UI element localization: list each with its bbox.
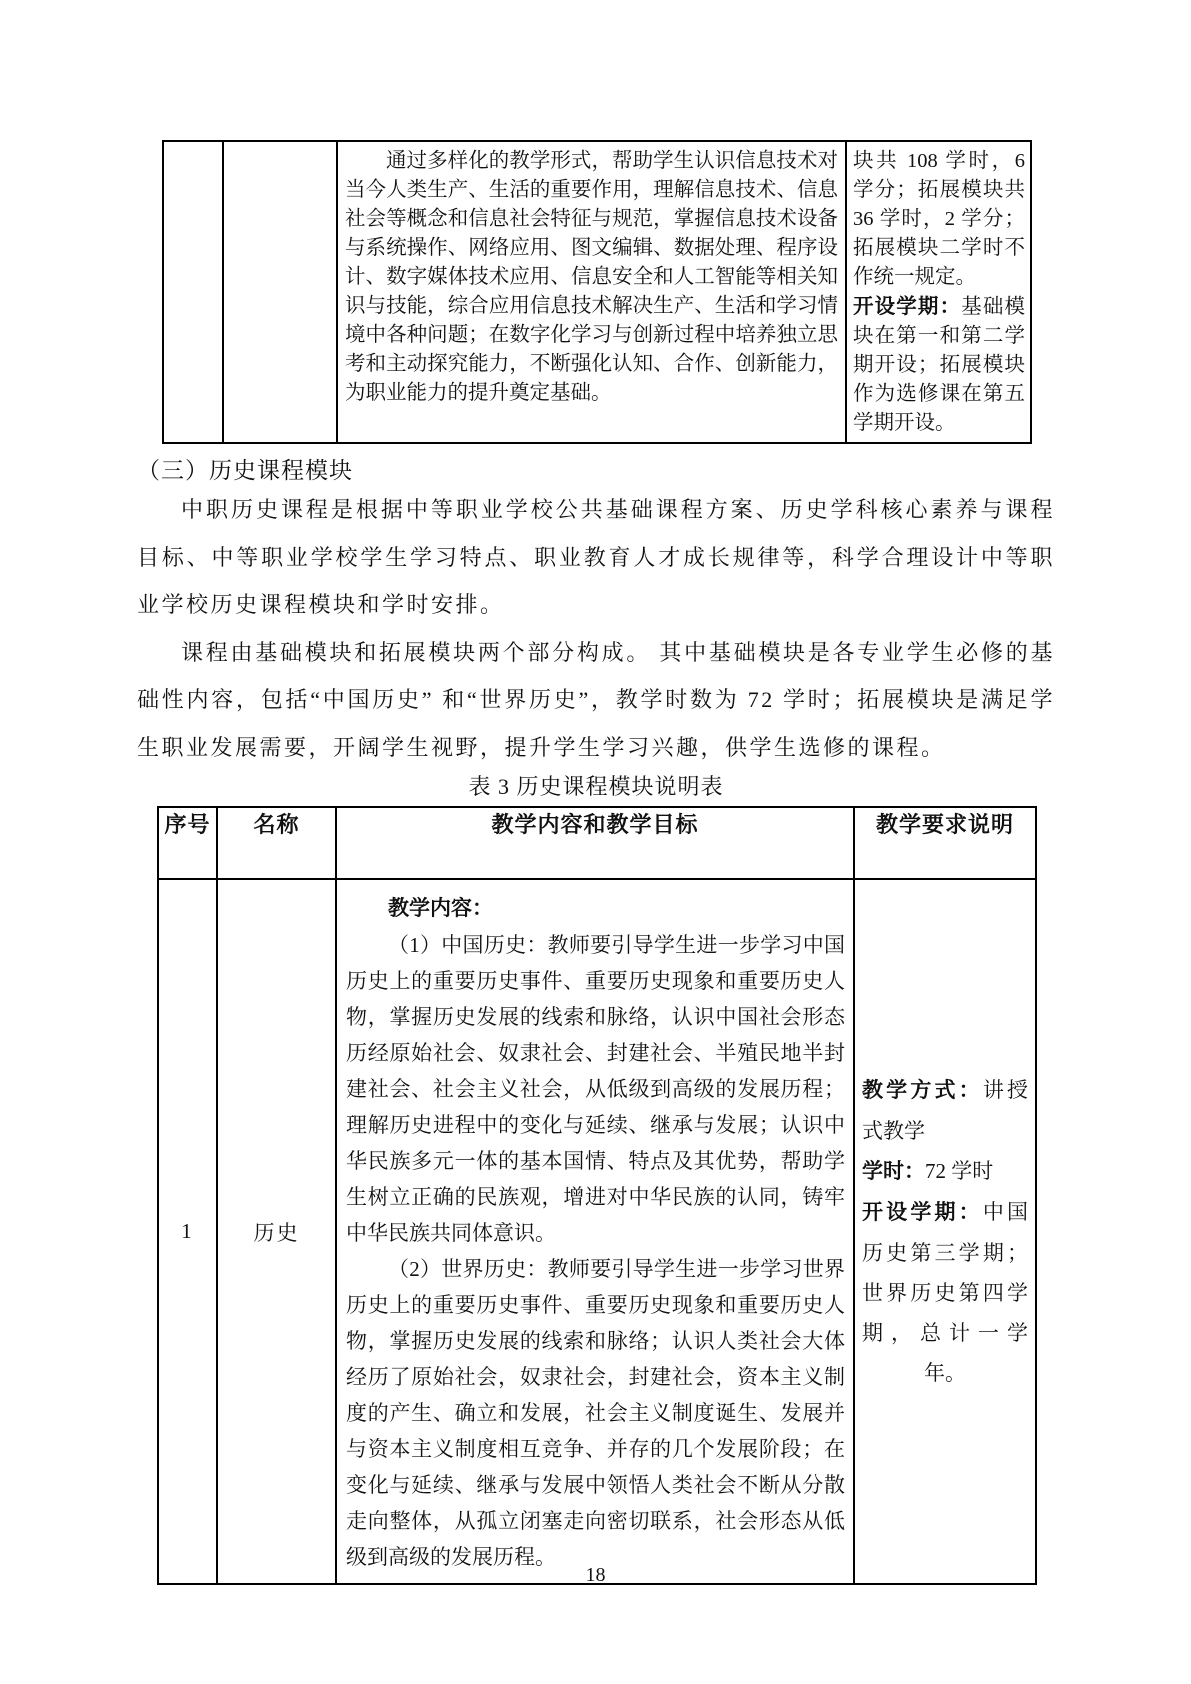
china-history-paragraph: （1）中国历史：教师要引导学生进一步学习中国历史上的重要历史事件、重要历史现象和重要历史人物，掌握历史发展的线索和脉络，认识中国社会形态历经原始社会、奴隶社会、封建社会、半殖民地半封建社会、社会主义社会，从低级到高级的发展历程；理解历史进程中的变化与延续、继承与发展；认识中华民族多元一体的基本国情、特点及其优势，帮助学生树立正确的民族观，增进对中华民族的认同，铸牢中华民族共同体意识。 (346, 933, 845, 1245)
carryover-content-cell (337, 141, 846, 443)
carryover-requirement-intro-text: 块共 108 学时，6 学分；拓展模块共 36 学时，2 学分；拓展模块二学时不作统一规定。 (853, 150, 1025, 288)
requirement-hours (862, 1151, 1028, 1192)
world-history-paragraph: （2）世界历史：教师要引导学生进一步学习世界历史上的重要历史事件、重要历史现象和重要历史人物，掌握历史发展的线索和脉络；认识人类社会大体经历了原始社会，奴隶社会，封建社会，资本主义制度的产生、确立和发展，社会主义制度诞生、发展并与资本主义制度相互竞争、并存的几个发展阶段；在变化与延续、继承与发展中领悟人类社会不断从分散走向整体，从孤立闭塞走向密切联系，社会形态从低级到高级的发展历程。 (346, 1257, 845, 1569)
header-cell-name: 名称 (217, 807, 336, 879)
hours-label: 学时： (862, 1160, 925, 1183)
semester-label: 开设学期： (853, 295, 962, 318)
requirement-cell (854, 879, 1036, 1584)
carryover-table (162, 140, 1032, 444)
content-cell (336, 879, 854, 1584)
module-semester-text: 中国历史第三学期；世界历史第四学期，总计一学年。 (862, 1200, 1029, 1385)
carryover-requirement-semester (853, 292, 1025, 438)
module-table-header-row (158, 807, 1036, 879)
carryover-name-cell (223, 141, 337, 443)
carryover-seq-cell (163, 141, 223, 443)
module-semester-label: 开设学期： (862, 1201, 983, 1224)
teaching-content-heading-text: 教学内容： (388, 897, 493, 920)
name-cell: 历史 (217, 879, 336, 1584)
requirement-semester (862, 1192, 1028, 1393)
header-cell-content: 教学内容和教学目标 (336, 807, 854, 879)
header-cell-seq: 序号 (158, 807, 217, 879)
semester-text: 基础模块在第一和第二学期开设；拓展模块作为选修课在第五学期开设。 (853, 296, 1026, 434)
section-heading: （三）历史课程模块 (137, 458, 353, 483)
teaching-method-label: 教学方式： (862, 1079, 983, 1102)
carryover-requirement-cell (846, 141, 1031, 443)
section-paragraph-1: 中职历史课程是根据中等职业学校公共基础课程方案、历史学科核心素养与课程目标、中等职业学校学生学习特点、职业教育人才成长规律等，科学合理设计中等职业学校历史课程模块和学时安排。 (137, 497, 1055, 617)
section-paragraph-2: 课程由基础模块和拓展模块两个部分构成。 其中基础模块是各专业学生必修的基础性内容，包括“中国历史” 和“世界历史”，教学时数为 72 学时；拓展模块是满足学生职业发展需要，开阔学生视野，提升学生学习兴趣，供学生选修的课程。 (137, 639, 1055, 760)
carryover-row (163, 141, 1031, 443)
module-table-row-history (158, 879, 1036, 1584)
hours-text: 72 学时 (925, 1159, 994, 1183)
carryover-content-text: 通过多样化的教学形式，帮助学生认识信息技术对当今人类生产、生活的重要作用，理解信息技术、信息社会等概念和信息社会特征与规范，掌握信息技术设备与系统操作、网络应用、图文编辑、数据处理、程序设计、数字媒体技术应用、信息安全和人工智能等相关知识与技能，综合应用信息技术解决生产、生活和学习情境中各种问题；在数字化学习与创新过程中培养独立思考和主动探究能力，不断强化认知、合作、创新能力，为职业能力的提升奠定基础。 (345, 150, 838, 404)
teaching-content-heading (346, 890, 845, 927)
page-number: 18 (585, 1564, 606, 1586)
header-cell-requirement: 教学要求说明 (854, 807, 1036, 879)
table-caption: 表 3 历史课程模块说明表 (468, 774, 724, 799)
module-table (157, 806, 1037, 1585)
seq-cell: 1 (158, 879, 217, 1584)
carryover-requirement-intro (853, 147, 1025, 292)
section-body (137, 486, 1055, 771)
requirement-teaching-method (862, 1070, 1028, 1151)
teaching-method-text: 讲授式教学 (862, 1078, 1029, 1143)
